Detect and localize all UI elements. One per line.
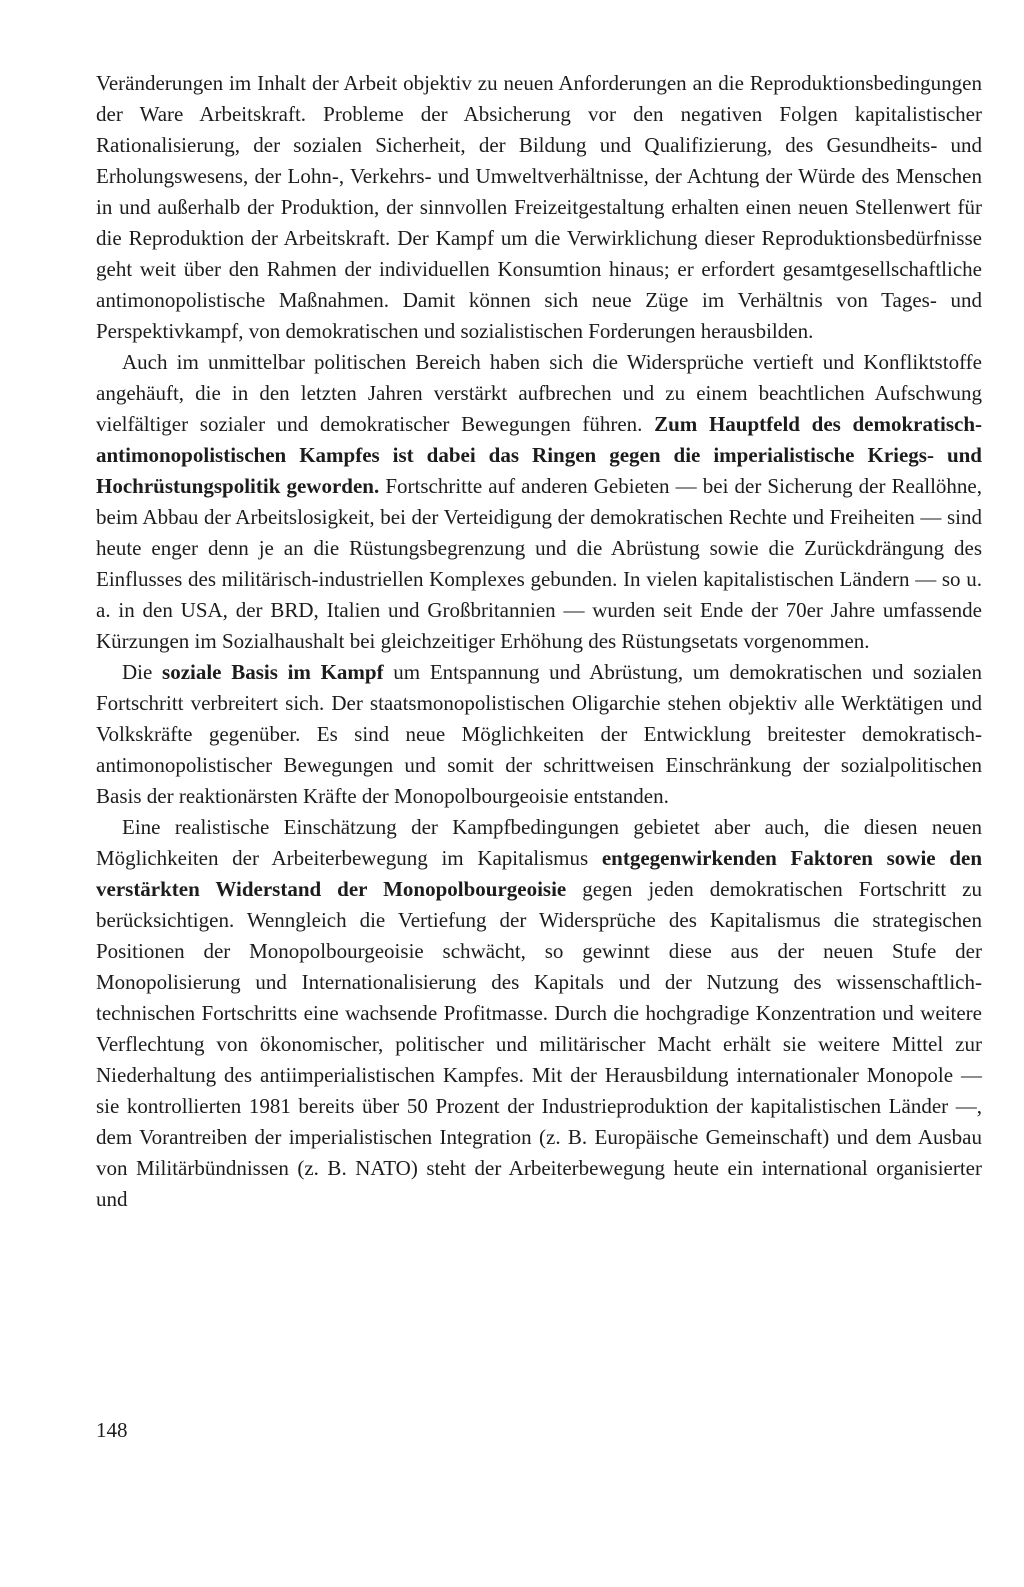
paragraph-2 <box>96 347 982 657</box>
paragraph-3 <box>96 657 982 812</box>
paragraph-3-text-b: um Entspannung und Abrüstung, um demokratischen und sozialen Fortschritt verbreitert sich. Der staatsmonopolistischen Oligarchie stehen objektiv alle Werktätigen und Volkskräfte gegenüber. Es sind neue Möglichkeiten der Entwicklung breitester demokratisch-antimonopolistischer Bewegungen und somit der schrittweisen Einschränkung der sozialpolitischen Basis der reaktionärsten Kräfte der Monopolbourgeoisie entstanden. <box>96 660 982 808</box>
paragraph-4 <box>96 812 982 1215</box>
page-body <box>96 68 982 1215</box>
paragraph-4-text-a: Eine realistische Einschätzung der Kampfbedingungen gebietet aber auch, die diesen neuen Möglichkeiten der Arbeiterbewegung im Kapitalismus <box>96 815 982 870</box>
paragraph-3-emphasis: soziale Basis im Kampf <box>162 660 384 684</box>
paragraph-3-text-a: Die <box>122 660 163 684</box>
page-number: 148 <box>96 1418 128 1442</box>
paragraph-2-text-b: Fortschritte auf anderen Gebieten — bei der Sicherung der Reallöhne, beim Abbau der Arbeitslosigkeit, bei der Verteidigung der demokratischen Rechte und Freiheiten — sind heute enger denn je an die Rüstungsbegrenzung und die Abrüstung sowie die Zurückdrängung des Einflusses des militärisch-industriellen Komplexes gebunden. In vielen kapitalistischen Ländern — so u. a. in den USA, der BRD, Italien und Großbritannien — wurden seit Ende der 70er Jahre umfassende Kürzungen im Sozialhaushalt bei gleichzeitiger Erhöhung des Rüstungsetats vorgenommen. <box>96 474 982 653</box>
paragraph-1-text: Veränderungen im Inhalt der Arbeit objektiv zu neuen Anforderungen an die Reproduktionsbedingungen der Ware Arbeitskraft. Probleme der Absicherung vor den negativen Folgen kapitalistischer Rationalisierung, der sozialen Sicherheit, der Bildung und Qualifizierung, des Gesundheits- und Erholungswesens, der Lohn-, Verkehrs- und Umweltverhältnisse, der Achtung der Würde des Menschen in und außerhalb der Produktion, der sinnvollen Freizeitgestaltung erhalten einen neuen Stellenwert für die Reproduktion der Arbeitskraft. Der Kampf um die Verwirklichung dieser Reproduktionsbedürfnisse geht weit über den Rahmen der individuellen Konsumtion hinaus; er erfordert gesamtgesellschaftliche antimonopolistische Maßnahmen. Damit können sich neue Züge im Verhältnis von Tages- und Perspektivkampf, von demokratischen und sozialistischen Forderungen herausbilden. <box>96 71 982 343</box>
paragraph-1 <box>96 68 982 347</box>
paragraph-2-text-a: Auch im unmittelbar politischen Bereich haben sich die Widersprüche vertieft und Konfliktstoffe angehäuft, die in den letzten Jahren verstärkt aufbrechen und zu einem beachtlichen Aufschwung vielfältiger sozialer und demokratischer Bewegungen führen. <box>96 350 982 436</box>
paragraph-2-emphasis: Zum Hauptfeld des demokratisch-antimonopolistischen Kampfes ist dabei das Ringen gegen die imperialistische Kriegs- und Hochrüstungspolitik geworden. <box>96 412 982 498</box>
paragraph-4-text-b: gegen jeden demokratischen Fortschritt zu berücksichtigen. Wenngleich die Vertiefung der Widersprüche des Kapitalismus die strategischen Positionen der Monopolbourgeoisie schwächt, so gewinnt diese aus der neuen Stufe der Monopolisierung und Internationalisierung des Kapitals und der Nutzung des wissenschaftlich-technischen Fortschritts eine wachsende Profitmasse. Durch die hochgradige Konzentration und weitere Verflechtung von ökonomischer, politischer und militärischer Macht erhält sie weitere Mittel zur Niederhaltung des antiimperialistischen Kampfes. Mit der Herausbildung internationaler Monopole — sie kontrollierten 1981 bereits über 50 Prozent der Industrieproduktion der kapitalistischen Länder —, dem Vorantreiben der imperialistischen Integration (z. B. Europäische Gemeinschaft) und dem Ausbau von Militärbündnissen (z. B. NATO) steht der Arbeiterbewegung heute ein international organisierter und <box>96 877 982 1211</box>
paragraph-4-emphasis: entgegenwirkenden Faktoren sowie den verstärkten Widerstand der Monopolbourgeoisie <box>96 846 982 901</box>
